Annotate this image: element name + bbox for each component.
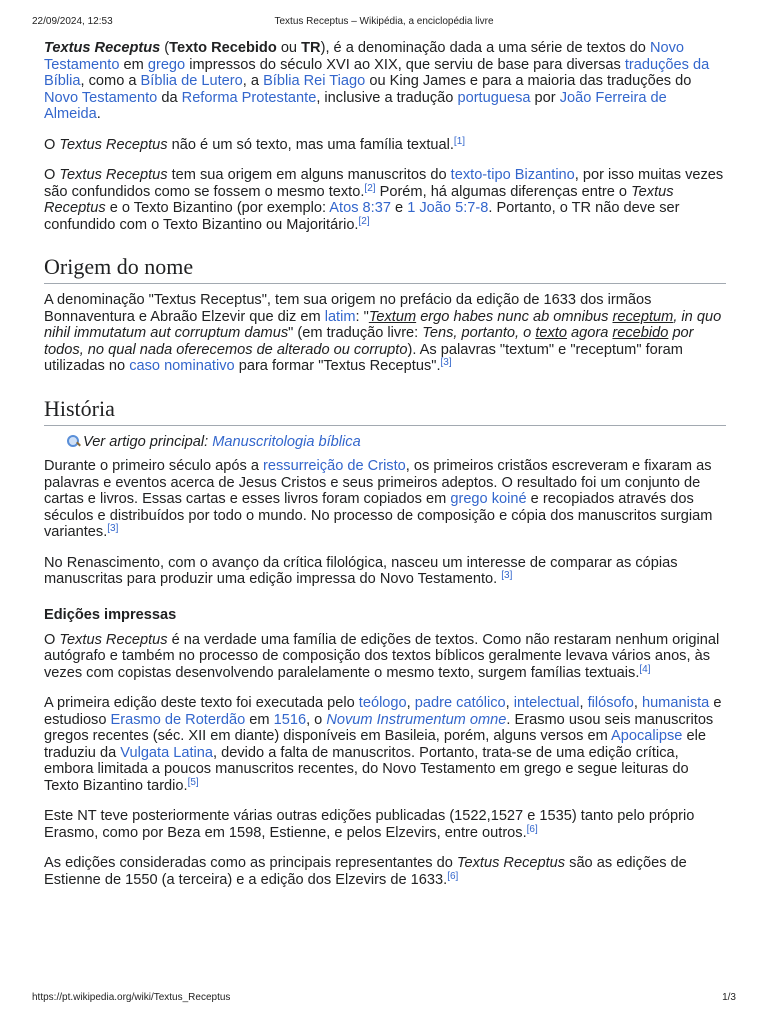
section-heading-origem: Origem do nome bbox=[44, 253, 726, 284]
edicoes-paragraph-2: A primeira edição deste texto foi executada pelo teólogo, padre católico, intelectual, filósofo, humanista e estudioso Erasmo de Roterdão em 1516, o Novum Instrumentum omne. Erasmo usou seis manuscritos gregos recentes (séc. XII em diante) disponíveis em Basileia, porém, alguns versos em Apocalipse ele traduziu da Vulgata Latina, devido a falta de manuscritos. Portanto, trata-se de uma edição crítica, embora limitada a poucos manuscritos recentes, do Novo Testamento em grego e segue leituras do Texto Bizantino tardio.[5] bbox=[44, 695, 722, 794]
print-page-title: Textus Receptus – Wikipédia, a enciclopédia livre bbox=[274, 16, 494, 27]
reference-link[interactable]: [4] bbox=[639, 663, 651, 675]
link-traducoes-da-biblia[interactable]: traduções da Bíblia bbox=[44, 56, 710, 89]
link-novo-testamento[interactable]: Novo Testamento bbox=[44, 40, 685, 73]
print-url: https://pt.wikipedia.org/wiki/Textus_Receptus bbox=[32, 992, 231, 1003]
edicoes-paragraph-1: O Textus Receptus é na verdade uma família de edições de textos. Como não restaram nenhum original autógrafo e também no processo de composição dos textos bíblicos geralmente levava vários anos, às vezes com copistas desenvolvendo paralelamente o mesmo texto, surgem famílias textuais.[4] bbox=[44, 631, 720, 681]
subsection-heading-edicoes: Edições impressas bbox=[44, 606, 177, 623]
historia-paragraph-1: Durante o primeiro século após a ressurreição de Cristo, os primeiros cristãos escreveram e fixaram as palavras e eventos acerca de Jesus Cristos e seus primeiros adeptos. O resultado foi um conjunto de cartas e livros. Essas cartas e esses livros foram copiados em grego koiné e recopiados através dos séculos e distribuídos por todo o mundo. No processo de composição e cópia dos manuscritos surgiam variantes.[3] bbox=[44, 458, 713, 540]
link-manuscritologia-biblica[interactable]: Manuscritologia bíblica bbox=[212, 433, 361, 450]
print-datetime: 22/09/2024, 12:53 bbox=[32, 16, 113, 27]
reference-link[interactable]: [6] bbox=[447, 870, 459, 882]
origem-paragraph-1: A denominação "Textus Receptus", tem sua origem no prefácio da edição de 1633 dos irmãos Bonnaventura e Abraão Elzevir que diz em latim: "Textum ergo habes nunc ab omnibus receptum, in quo nihil immutatum aut corruptum damus" (em tradução livre: Tens, portanto, o texto agora recebido por todos, no qual nada oferecemos de alterado ou corrupto). As palavras "textum" e "receptum" foram utilizadas no caso nominativo para formar "Textus Receptus".[3] bbox=[44, 292, 722, 374]
link-grego-koine[interactable]: grego koiné bbox=[450, 491, 527, 507]
link-atos-8-37[interactable]: Atos 8:37 bbox=[329, 200, 391, 216]
reference-link[interactable]: [5] bbox=[187, 776, 199, 788]
link-teologo[interactable]: teólogo bbox=[358, 695, 407, 711]
link-intelectual[interactable]: intelectual bbox=[513, 695, 580, 711]
historia-paragraph-2: No Renascimento, com o avanço da crítica filológica, nasceu um interesse de comparar as cópias manuscritas para produzir uma edição impressa do Novo Testamento. [3] bbox=[44, 554, 678, 587]
print-header bbox=[32, 16, 736, 30]
link-padre-catolico[interactable]: padre católico bbox=[414, 695, 506, 711]
link-ressurreicao-de-cristo[interactable]: ressurreição de Cristo bbox=[263, 458, 406, 474]
intro-paragraph-1: Textus Receptus (Texto Recebido ou TR), é a denominação dada a uma série de textos do Novo Testamento em grego impressos do século XVI ao XIX, que serviu de base para diversas traduções da Bíblia, como a Bíblia de Lutero, a Bíblia Rei Tiago ou King James e para a maioria das traduções do Novo Testamento da Reforma Protestante, inclusive a tradução portuguesa por João Ferreira de Almeida. bbox=[44, 40, 710, 122]
link-reforma-protestante[interactable]: Reforma Protestante bbox=[181, 89, 317, 106]
reference-link[interactable]: [1] bbox=[453, 135, 466, 147]
print-footer bbox=[32, 992, 736, 1006]
link-biblia-de-lutero[interactable]: Bíblia de Lutero bbox=[140, 73, 243, 89]
link-vulgata-latina[interactable]: Vulgata Latina bbox=[120, 744, 214, 761]
link-latim[interactable]: latim bbox=[324, 308, 356, 325]
edicoes-paragraph-3: Este NT teve posteriormente várias outras edições publicadas (1522,1527 e 1535) tanto pelo próprio Erasmo, como por Beza em 1598, Estienne, e pelos Elzevirs, entre outros.[6] bbox=[44, 808, 695, 841]
article-term: Textus Receptus bbox=[44, 40, 161, 56]
link-biblia-rei-tiago[interactable]: Bíblia Rei Tiago bbox=[263, 73, 366, 89]
link-erasmo-de-roterdao[interactable]: Erasmo de Roterdão bbox=[110, 711, 246, 728]
reference-link[interactable]: [6] bbox=[526, 823, 538, 835]
reference-link[interactable]: [3] bbox=[107, 523, 119, 534]
intro-paragraph-2: O Textus Receptus não é um só texto, mas uma família textual.[1] bbox=[44, 135, 466, 153]
link-caso-nominativo[interactable]: caso nominativo bbox=[129, 358, 235, 374]
link-novum-instrumentum-omne[interactable]: Novum Instrumentum omne bbox=[326, 711, 507, 728]
reference-link[interactable]: [3] bbox=[440, 357, 452, 368]
link-filosofo[interactable]: filósofo bbox=[587, 695, 634, 711]
reference-link[interactable]: [2] bbox=[364, 182, 376, 194]
magnifier-icon bbox=[66, 434, 80, 448]
section-heading-historia: História bbox=[44, 395, 726, 426]
link-1516[interactable]: 1516 bbox=[273, 711, 307, 728]
hatnote-main-article: Ver artigo principal: Manuscritologia bíblica bbox=[66, 434, 726, 451]
link-joao-ferreira-de-almeida[interactable]: João Ferreira de Almeida bbox=[44, 89, 667, 122]
link-apocalipse[interactable]: Apocalipse bbox=[611, 728, 683, 744]
reference-link[interactable]: [2] bbox=[358, 215, 370, 227]
intro-paragraph-3: O Textus Receptus tem sua origem em alguns manuscritos do texto-tipo Bizantino, por isso muitas vezes são confundidos como se fossem o mesmo texto.[2] Porém, há algumas diferenças entre o Textus Receptus e o Texto Bizantino (por exemplo: Atos 8:37 e 1 João 5:7-8. Portanto, o TR não deve ser confundido com o Texto Bizantino ou Majoritário.[2] bbox=[44, 167, 724, 233]
page-number: 1/3 bbox=[722, 992, 736, 1003]
article-content bbox=[44, 40, 726, 902]
edicoes-paragraph-4: As edições consideradas como as principais representantes do Textus Receptus são as edições de Estienne de 1550 (a terceira) e a edição dos Elzevirs de 1633.[6] bbox=[44, 855, 687, 888]
link-humanista[interactable]: humanista bbox=[641, 695, 710, 711]
link-1-joao-5-7-8[interactable]: 1 João 5:7-8 bbox=[407, 200, 489, 216]
link-portuguesa[interactable]: portuguesa bbox=[457, 89, 531, 106]
link-grego[interactable]: grego bbox=[147, 56, 186, 73]
link-texto-tipo-bizantino[interactable]: texto-tipo Bizantino bbox=[450, 167, 575, 183]
link-novo-testamento-2[interactable]: Novo Testamento bbox=[44, 89, 158, 106]
reference-link[interactable]: [3] bbox=[501, 570, 513, 581]
